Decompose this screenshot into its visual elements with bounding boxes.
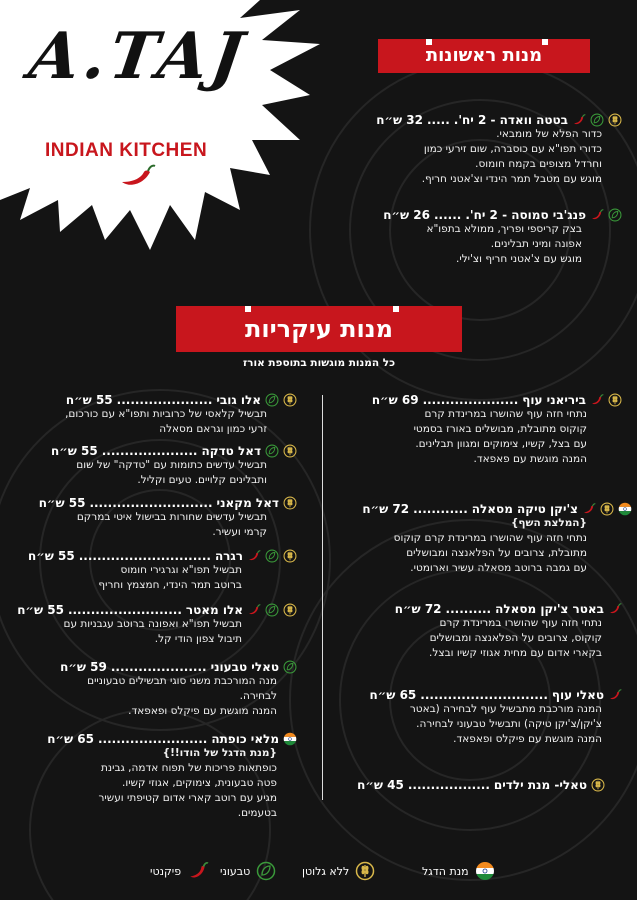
menu-item: באטר צ'יקן מסאלה .......... 72 ש״ח נתחי חזה עוף שהושרו במרינדת קרם קוקוס, צרובים על הפלאנצה ומבושלים בקארי אדום עם מחית אגוזי קשיו ובצל. bbox=[335, 602, 622, 661]
item-price: 72 ש״ח bbox=[362, 502, 410, 516]
item-price: 55 ש״ח bbox=[65, 393, 113, 407]
item-desc: קוקוס, צרובים על הפלאנצה ומבושלים bbox=[429, 632, 602, 644]
item-price: 65 ש״ח bbox=[47, 732, 94, 746]
menu-item: בטטה וואדה - 2 יח'. ..... 32 ש״ח כדור הפלא של מומבאי. כדורי תפו"א עם כוסברה, שום זירעי כמון וחרדל מצופים בקמח חומוס. מוגש עם מטבל תמר הינדי וצ'אטני חריף. bbox=[322, 113, 622, 187]
menu-item: דאל טדקה ..................... 55 ש״ח תבשיל עדשים כתומות עם "טדקה" של שום ותבלינים קלויים. טעים וקליל. bbox=[25, 444, 297, 488]
vegan-icon bbox=[590, 113, 604, 127]
menu-item: פנג'בי סמוסה - 2 יח'. ...... 26 ש״ח בצק קריספי ופריך, ממולא בתפו"א אפונה ומיני תבלינים. מוגש עם צ'אטני חריף וצ'ילי. bbox=[322, 208, 622, 267]
india-flag-icon bbox=[618, 502, 632, 516]
item-desc: תבשיל קלאסי של כרוביות ותפו"א עם כורכום, bbox=[65, 408, 267, 420]
gluten-free-icon bbox=[283, 549, 297, 563]
vegan-icon bbox=[265, 549, 279, 563]
menu-item: אלו גובי ..................... 55 ש״ח תבשיל קלאסי של כרוביות ותפו"א עם כורכום, זרעי כמון וגראם מסאלה bbox=[25, 393, 297, 437]
item-desc: תבשיל תפו"א וגרגירי חומוס bbox=[120, 564, 242, 576]
item-desc: בטעמים. bbox=[237, 807, 277, 819]
item-desc: אפונה ומיני תבלינים. bbox=[490, 238, 582, 250]
vegan-icon bbox=[283, 660, 297, 674]
item-subtitle: {מנת הדגל של הודו!!} bbox=[162, 747, 277, 759]
item-subtitle: {המלצת השף} bbox=[510, 517, 587, 529]
item-desc: תבשיל עדשים כתומות עם "טדקה" של שום bbox=[76, 459, 267, 471]
item-desc: תבשיל עדשים שחורות בבישול איטי במרקם bbox=[76, 511, 267, 523]
item-name: צ'יקן טיקה מסאלה bbox=[471, 502, 578, 516]
menu-item: אלו מאטר ......................... 55 ש״ח תבשיל תפו"א ואפונה ברוטב עגבניות עם תיבול צפון הודי קל. bbox=[25, 603, 297, 647]
india-flag-icon bbox=[475, 861, 495, 881]
vegan-icon bbox=[265, 444, 279, 458]
item-name: פנג'בי סמוסה - 2 יח'. bbox=[465, 208, 586, 222]
gluten-free-icon bbox=[600, 502, 614, 516]
item-desc: ותבלינים קלויים. טעים וקליל. bbox=[137, 474, 267, 486]
mains-note: כל המנות מוגשות בתוספת אורז bbox=[242, 357, 396, 369]
menu-item: טאלי עוף ............................ 65 ש״ח המנה מורכבת מתבשיל עוף לבחירה (באטר צ'יקן/צ'יקן טיקה) ותבשיל טבעוני לבחירה. המנה מוגשת עם פיקלס ופאפאד. bbox=[335, 688, 622, 747]
chili-icon bbox=[608, 602, 622, 616]
menu-item: ביריאני עוף ..................... 69 ש״ח נתחי חזה עוף שהושרו במרינדת קרם קוקוס מתובלת, מבושלים באורז בסמטי עם בצל, קשיו, צימוקים ומגוון תבלינים. המנה מוגשת עם פאפאד. bbox=[335, 393, 622, 467]
chili-icon bbox=[582, 502, 596, 516]
chili-icon bbox=[572, 113, 586, 127]
chili-icon bbox=[187, 860, 209, 882]
menu-item: טאלי טבעוני ..................... 59 ש״ח מנה המורכבת משני סוגי תבשילים טבעוניים לבחירה. המנה מוגשת עם פיקלס ופאפאד. bbox=[25, 660, 297, 719]
item-price: 55 ש״ח bbox=[27, 549, 75, 563]
legend-spicy bbox=[150, 858, 209, 884]
item-desc: עם בצל, קשיו, צימוקים ומגוון תבלינים. bbox=[415, 438, 587, 450]
item-price: 55 ש״ח bbox=[38, 496, 86, 510]
item-desc: מוגש עם מטבל תמר הינדי וצ'אטני חריף. bbox=[421, 173, 602, 185]
item-desc: מוגש עם צ'אטני חריף וצ'ילי. bbox=[456, 253, 582, 265]
item-desc: מתובלת, צרובים על הפלאנצה ומבושלים bbox=[406, 547, 587, 559]
chili-icon bbox=[608, 688, 622, 702]
item-price: 55 ש״ח bbox=[17, 603, 64, 617]
item-name: ביריאני עוף bbox=[522, 393, 586, 407]
item-desc: מנה המורכבת משני סוגי תבשילים טבעוניים bbox=[87, 675, 277, 687]
menu-item: טאלי- מנת ילדים .................. 45 ש״ח bbox=[335, 778, 605, 792]
item-desc: המנה מורכבת מתבשיל עוף לבחירה (באטר bbox=[409, 703, 602, 715]
item-desc: צ'יקן/צ'יקן טיקה) ותבשיל טבעוני לבחירה. bbox=[416, 718, 602, 730]
item-name: טאלי- מנת ילדים bbox=[493, 778, 587, 792]
vegan-icon bbox=[265, 393, 279, 407]
item-desc: המנה מוגשת עם פיקלס ופאפאד. bbox=[128, 705, 277, 717]
item-desc: תבשיל תפו"א ואפונה ברוטב עגבניות עם bbox=[63, 618, 242, 630]
item-desc: כדור הפלא של מומבאי. bbox=[496, 128, 602, 140]
item-name: רגרה bbox=[214, 549, 243, 563]
gluten-free-icon bbox=[283, 496, 297, 510]
gluten-free-icon bbox=[608, 393, 622, 407]
item-desc: זרעי כמון וגראם מסאלה bbox=[159, 423, 267, 435]
item-desc: לבחירה. bbox=[239, 690, 277, 702]
item-name: דאל מקאני bbox=[216, 496, 279, 510]
chili-icon bbox=[247, 603, 261, 617]
item-desc: נתחי חזה עוף שהושרו במרינדת קרם bbox=[424, 408, 587, 420]
item-desc: כופתאות פריכות של תפוח אדמה, גבינת bbox=[100, 762, 277, 774]
item-name: דאל טדקה bbox=[201, 444, 261, 458]
item-price: 72 ש״ח bbox=[394, 602, 442, 616]
legend-label: טבעוני bbox=[220, 864, 251, 878]
item-price: 55 ש״ח bbox=[51, 444, 98, 458]
item-desc: נתחי חזה עוף שהושרו במרינדת קרם קוקוס bbox=[393, 532, 587, 544]
gluten-free-icon bbox=[355, 861, 375, 881]
menu-item: מלאי כופתה ........................ 65 ש״ח {מנת הדגל של הודו!!} כופתאות פריכות של תפוח אדמה, גבינת פטה טבעונית, צימוקים, אגוזי קשיו. מגיע עם רוטב קארי אדום קטיפתי ועשיר בטעמים. bbox=[25, 732, 297, 821]
gluten-free-icon bbox=[283, 444, 297, 458]
item-name: אלו מאטר bbox=[185, 603, 243, 617]
item-desc: קוקוס מתובלת, מבושלים באורז בסמטי bbox=[413, 423, 587, 435]
legend-label: ללא גלוטן bbox=[302, 864, 350, 878]
legend-label: מנת הדגל bbox=[422, 864, 469, 878]
item-desc: קרמי ועשיר. bbox=[212, 526, 267, 538]
item-price: 32 ש״ח bbox=[376, 113, 423, 127]
item-price: 45 ש״ח bbox=[357, 778, 404, 792]
vegan-icon bbox=[265, 603, 279, 617]
item-price: 65 ש״ח bbox=[369, 688, 417, 702]
item-price: 69 ש״ח bbox=[371, 393, 419, 407]
chili-icon bbox=[590, 393, 604, 407]
item-name: טאלי עוף bbox=[551, 688, 604, 702]
item-desc: פטה טבעונית, צימוקים, אגוזי קשיו. bbox=[122, 777, 277, 789]
item-desc: עם גמבה ברוטב מסאלה עשיר וארומטי. bbox=[410, 562, 587, 574]
logo-title: A.TAJ bbox=[24, 19, 252, 94]
gluten-free-icon bbox=[608, 113, 622, 127]
gluten-free-icon bbox=[283, 603, 297, 617]
menu-item: צ'יקן טיקה מסאלה ............ 72 ש״ח {המלצת השף} נתחי חזה עוף שהושרו במרינדת קרם קוקוס מתובלת, צרובים על הפלאנצה ומבושלים עם גמבה ברוטב מסאלה עשיר וארומטי. bbox=[335, 502, 632, 576]
legend-label: פיקנטי bbox=[150, 864, 182, 878]
item-name: אלו גובי bbox=[216, 393, 261, 407]
legend-flag bbox=[422, 858, 495, 884]
item-desc: בקארי אדום עם מחית אגוזי קשיו ובצל. bbox=[429, 647, 602, 659]
gluten-free-icon bbox=[283, 393, 297, 407]
chili-icon bbox=[590, 208, 604, 222]
item-name: בטטה וואדה - 2 יח'. bbox=[453, 113, 568, 127]
chili-logo-icon bbox=[118, 162, 158, 192]
item-desc: מגיע עם רוטב קארי אדום קטיפתי ועשיר bbox=[98, 792, 277, 804]
mains-banner: מנות עיקריות bbox=[176, 306, 462, 352]
starters-banner: מנות ראשונות bbox=[378, 39, 590, 73]
chili-icon bbox=[247, 549, 261, 563]
vegan-icon bbox=[256, 861, 276, 881]
item-desc: נתחי חזה עוף שהושרו במרינדת קרם bbox=[439, 617, 602, 629]
item-desc: כדורי תפו"א עם כוסברה, שום זירעי כמון bbox=[423, 143, 602, 155]
item-desc: המנה מוגשת עם פאפאד. bbox=[473, 453, 587, 465]
column-divider bbox=[322, 395, 323, 800]
item-desc: תיבול צפון הודי קל. bbox=[154, 633, 242, 645]
item-name: טאלי טבעוני bbox=[210, 660, 279, 674]
legend-gluten-free bbox=[302, 858, 375, 884]
india-flag-icon bbox=[283, 732, 297, 746]
item-desc: ברוטב תמר הינדי, חמצמץ וחריף bbox=[98, 579, 242, 591]
item-name: מלאי כופתה bbox=[211, 732, 279, 746]
item-desc: בצק קריספי ופריך, ממולא בתפו"א bbox=[426, 223, 582, 235]
vegan-icon bbox=[608, 208, 622, 222]
item-price: 26 ש״ח bbox=[383, 208, 430, 222]
item-desc: וחרדל מצופים בקמח חומוס. bbox=[475, 158, 602, 170]
menu-item: דאל מקאני ........................... 55 ש״ח תבשיל עדשים שחורות בבישול איטי במרקם קרמי ועשיר. bbox=[25, 496, 297, 540]
item-price: 59 ש״ח bbox=[60, 660, 107, 674]
legend-vegan bbox=[220, 858, 276, 884]
gluten-free-icon bbox=[591, 778, 605, 792]
logo-subtitle: INDIAN KITCHEN bbox=[45, 140, 208, 161]
item-name: באטר צ'יקן מסאלה bbox=[495, 602, 604, 616]
menu-item: רגרה ............................. 55 ש״ח תבשיל תפו"א וגרגירי חומוס ברוטב תמר הינדי, חמצמץ וחריף bbox=[25, 549, 297, 593]
item-desc: המנה מוגשת עם פיקלס ופאפאד. bbox=[453, 733, 602, 745]
